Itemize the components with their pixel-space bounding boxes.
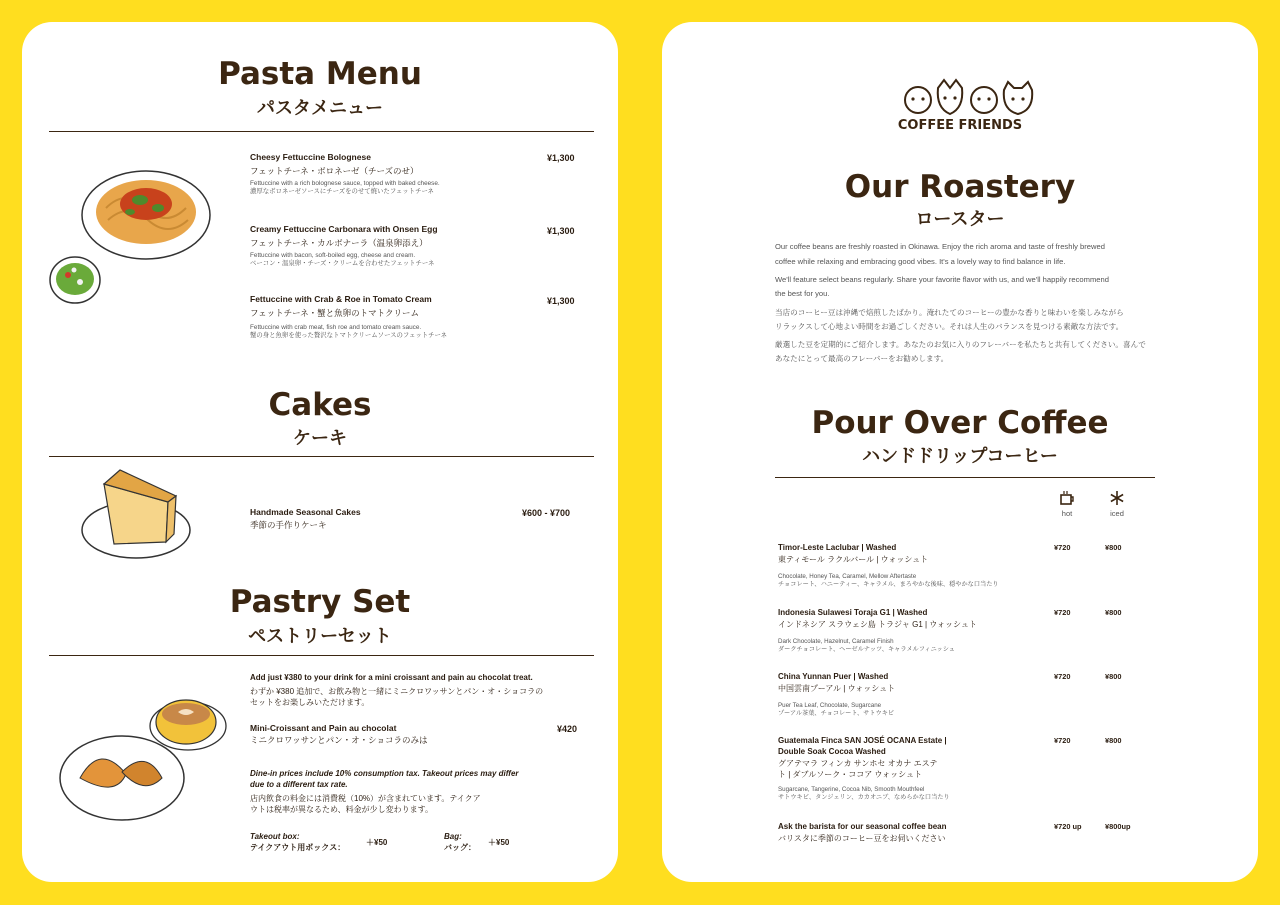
coffee-name-jp: 東ティモール ラクルバール | ウォッシュト	[778, 555, 929, 564]
pastry-set-title-jp: ペストリーセット	[248, 626, 392, 647]
coffee-iced-price: ¥800	[1105, 672, 1122, 681]
pour-over-title: Pour Over Coffee	[811, 405, 1109, 441]
menu-item-description-jp: ベーコン・温泉卵・チーズ・クリームを合わせたフェットチーネ	[250, 260, 435, 267]
pasta-menu-title-jp: パスタメニュー	[257, 98, 383, 119]
menu-item-name-jp: フェットチーネ・カルボナーラ（温泉卵添え）	[250, 238, 428, 248]
roastery-paragraph: We'll feature select beans regularly. Share your favorite flavor with us, and we'll happily recommend	[775, 275, 1109, 284]
coffee-iced-price: ¥800	[1105, 608, 1122, 617]
menu-item-name-jp: 季節の手作りケーキ	[250, 520, 327, 530]
pasta-menu-title: Pasta Menu	[218, 56, 422, 92]
cakes-title: Cakes	[268, 387, 372, 423]
menu-item-name-jp: ミニクロワッサンとパン・オ・ショコラのみは	[250, 735, 428, 745]
menu-item-name-jp: フェットチーネ・ボロネーゼ（チーズのせ）	[250, 166, 419, 176]
roastery-paragraph: Our coffee beans are freshly roasted in Okinawa. Enjoy the rich aroma and taste of freshly brewed	[775, 242, 1105, 251]
coffee-notes-jp: チョコレート、ハニーティー、キャラメル、まろやかな後味、穏やかな口当たり	[778, 581, 999, 588]
coffee-name: China Yunnan Puer | Washed	[778, 672, 889, 681]
menu-item-name-jp: フェットチーネ・蟹と魚卵のトマトクリーム	[250, 308, 419, 318]
coffee-iced-price: ¥800	[1105, 543, 1122, 552]
menu-item-price: ¥600 - ¥700	[522, 508, 571, 518]
seasonal-coffee-name: Ask the barista for our seasonal coffee bean	[778, 822, 947, 831]
menu-item-name: Fettuccine with Crab & Roe in Tomato Cream	[250, 294, 432, 304]
hot-label: hot	[1061, 509, 1073, 518]
coffee-hot-price: ¥720	[1054, 672, 1071, 681]
brand-name: COFFEE FRIENDS	[897, 118, 1023, 133]
coffee-name: Indonesia Sulawesi Toraja G1 | Washed	[778, 608, 928, 617]
menu-item-name: Mini-Croissant and Pain au chocolat	[250, 723, 397, 733]
hot-cup-icon	[1059, 490, 1075, 506]
iced-label: iced	[1110, 509, 1124, 518]
pastry-intro: Add just ¥380 to your drink for a mini croissant and pain au chocolat treat.	[250, 673, 533, 682]
cake-illustration	[80, 464, 195, 562]
coffee-hot-price: ¥720	[1054, 608, 1071, 617]
menu-item-name: Handmade Seasonal Cakes	[250, 507, 361, 517]
pastry-set-title: Pastry Set	[229, 584, 411, 620]
pastry-and-coffee-illustration	[58, 692, 228, 837]
left-menu-page	[22, 22, 618, 882]
roastery-paragraph-jp: 厳選した豆を定期的にご紹介します。あなたのお気に入りのフレーバーを私たちと共有してください。喜んで	[775, 340, 1146, 349]
tax-note-jp: 店内飲食の料金には消費税（10%）が含まれています。テイクア	[250, 794, 481, 803]
takeout-box-label: Takeout box:	[250, 832, 300, 841]
menu-item-price: ¥1,300	[547, 153, 575, 163]
roastery-paragraph-jp: あなたにとって最高のフレーバーをお勧めします。	[775, 354, 949, 363]
coffee-hot-price: ¥720	[1054, 543, 1071, 552]
pastry-intro-jp: わずか ¥380 追加で、お飲み物と一緒にミニクロワッサンとパン・オ・ショコラの	[250, 687, 544, 696]
takeout-box-label-jp: テイクアウト用ボックス：	[250, 843, 346, 852]
coffee-hot-price: ¥720	[1054, 736, 1071, 745]
divider	[49, 655, 594, 656]
coffee-name: Double Soak Cocoa Washed	[778, 747, 886, 756]
roastery-title: Our Roastery	[844, 169, 1076, 205]
coffee-notes-jp: ダークチョコレート、ヘーゼルナッツ、キャラメルフィニッシュ	[778, 646, 955, 653]
menu-item-price: ¥1,300	[547, 296, 575, 306]
roastery-paragraph: coffee while relaxing and embracing good vibes. It's a lovely way to find balance in life.	[775, 257, 1066, 266]
roastery-paragraph-jp: リラックスして心地よい時間をお過ごしください。それは人生のバランスを見つける素敵な方法です。	[775, 322, 1124, 331]
bag-label-jp: バッグ：	[444, 843, 476, 852]
coffee-notes-jp: プーアル茶葉、チョコレート、サトウキビ	[778, 710, 895, 717]
menu-item-description: Fettuccine with a rich bolognese sauce, topped with baked cheese.	[250, 180, 440, 187]
roastery-title-jp: ロースター	[915, 209, 1005, 230]
divider	[775, 477, 1155, 478]
coffee-name-jp: 中国雲南プーアル | ウォッシュト	[778, 684, 896, 693]
snowflake-icon	[1109, 490, 1125, 506]
menu-item-name: Creamy Fettuccine Carbonara with Onsen Egg	[250, 224, 438, 234]
coffee-notes: Sugarcane, Tangerine, Cocoa Nib, Smooth Mouthfeel	[778, 786, 925, 793]
roastery-paragraph-jp: 当店のコーヒー豆は沖縄で焙煎したばかり。淹れたてのコーヒーの豊かな香りと味わいを楽しみながら	[775, 308, 1124, 317]
pastry-intro-jp: セットをお楽しみいただけます。	[250, 698, 370, 707]
bag-price: ＋¥50	[488, 838, 510, 847]
tax-note: Dine-in prices include 10% consumption tax. Takeout prices may differ	[250, 769, 519, 778]
coffee-notes: Chocolate, Honey Tea, Caramel, Mellow Aftertaste	[778, 573, 917, 580]
divider	[49, 456, 594, 457]
menu-item-description-jp: 蟹の身と魚卵を使った贅沢なトマトクリームソースのフェットチーネ	[250, 332, 448, 339]
pasta-plate-illustration	[48, 160, 218, 308]
coffee-name-jp: インドネシア スラウェシ島 トラジャ G1 | ウォッシュト	[778, 620, 977, 629]
pour-over-title-jp: ハンドドリップコーヒー	[862, 446, 1058, 467]
dog-faces-logo-icon	[898, 78, 1038, 118]
menu-item-description: Fettuccine with bacon, soft-boiled egg, cheese and cream.	[250, 252, 416, 259]
seasonal-iced-price: ¥800up	[1105, 822, 1131, 831]
coffee-notes: Dark Chocolate, Hazelnut, Caramel Finish	[778, 638, 894, 645]
menu-item-description: Fettuccine with crab meat, fish roe and tomato cream sauce.	[250, 324, 422, 331]
bag-label: Bag:	[444, 832, 462, 841]
menu-item-description-jp: 濃厚なボロネーゼソースにチーズをのせて焼いたフェットチーネ	[250, 188, 434, 195]
tax-note-jp: ウトは税率が異なるため、料金が少し変わります。	[250, 805, 434, 814]
right-menu-page	[662, 22, 1258, 882]
menu-item-name: Cheesy Fettuccine Bolognese	[250, 152, 371, 162]
cakes-title-jp: ケーキ	[293, 428, 347, 449]
takeout-box-price: ＋¥50	[366, 838, 388, 847]
roastery-paragraph: the best for you.	[775, 289, 830, 298]
coffee-name: Guatemala Finca SAN JOSÉ OCANA Estate |	[778, 736, 947, 745]
coffee-name: Timor-Leste Laclubar | Washed	[778, 543, 897, 552]
tax-note: due to a different tax rate.	[250, 780, 348, 789]
coffee-notes: Puer Tea Leaf, Chocolate, Sugarcane	[778, 702, 882, 709]
menu-item-price: ¥420	[557, 724, 578, 734]
coffee-name-jp: ト | ダブルソーク・ココア ウォッシュト	[778, 770, 922, 779]
seasonal-coffee-name-jp: バリスタに季節のコーヒー豆をお伺いください	[778, 834, 946, 843]
coffee-name-jp: グアテマラ フィンカ サンホセ オカナ エステ	[778, 759, 938, 768]
coffee-iced-price: ¥800	[1105, 736, 1122, 745]
coffee-notes-jp: サトウキビ、タンジェリン、カカオニブ、なめらかな口当たり	[778, 794, 950, 801]
seasonal-hot-price: ¥720 up	[1054, 822, 1082, 831]
divider	[49, 131, 594, 132]
menu-item-price: ¥1,300	[547, 226, 575, 236]
